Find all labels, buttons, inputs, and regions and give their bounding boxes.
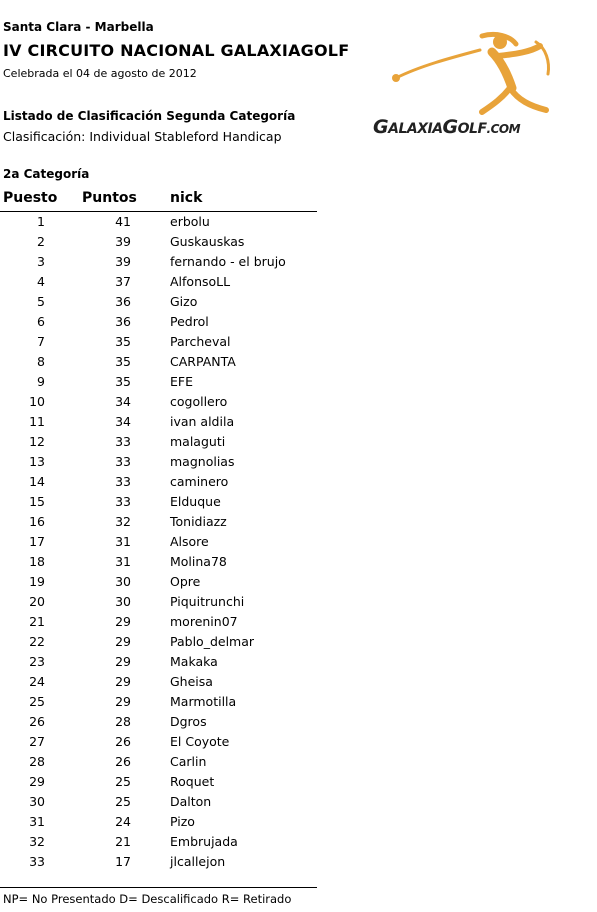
table-row [0, 572, 320, 592]
position-cell: 10 [29, 394, 45, 409]
nick-cell: malaguti [170, 434, 226, 449]
table-row [0, 712, 320, 732]
footer-divider [0, 887, 317, 888]
points-cell: 26 [115, 754, 131, 769]
table-row [0, 672, 320, 692]
position-cell: 6 [37, 314, 45, 329]
table-row [0, 472, 320, 492]
position-cell: 20 [29, 594, 45, 609]
position-cell: 4 [37, 274, 45, 289]
table-row [0, 732, 320, 752]
position-cell: 5 [37, 294, 45, 309]
position-cell: 7 [37, 334, 45, 349]
table-row [0, 392, 320, 412]
table-row [0, 652, 320, 672]
position-cell: 12 [29, 434, 45, 449]
position-cell: 25 [29, 694, 45, 709]
nick-cell: Pizo [170, 814, 195, 829]
nick-cell: El Coyote [170, 734, 230, 749]
position-cell: 29 [29, 774, 45, 789]
table-row [0, 332, 320, 352]
table-row [0, 592, 320, 612]
position-cell: 8 [37, 354, 45, 369]
points-cell: 39 [115, 234, 131, 249]
page-title: IV CIRCUITO NACIONAL GALAXIAGOLF [3, 41, 350, 60]
points-cell: 28 [115, 714, 131, 729]
nick-cell: caminero [170, 474, 229, 489]
points-cell: 31 [115, 534, 131, 549]
position-cell: 32 [29, 834, 45, 849]
nick-cell: Carlin [170, 754, 207, 769]
points-cell: 33 [115, 494, 131, 509]
nick-cell: magnolias [170, 454, 235, 469]
nick-cell: Gheisa [170, 674, 213, 689]
table-row [0, 312, 320, 332]
position-cell: 1 [37, 214, 45, 229]
position-cell: 23 [29, 654, 45, 669]
table-row [0, 252, 320, 272]
position-cell: 19 [29, 574, 45, 589]
points-cell: 25 [115, 794, 131, 809]
points-cell: 33 [115, 474, 131, 489]
table-row [0, 372, 320, 392]
points-cell: 34 [115, 414, 131, 429]
nick-cell: Gizo [170, 294, 198, 309]
points-cell: 29 [115, 694, 131, 709]
table-row [0, 812, 320, 832]
nick-cell: Parcheval [170, 334, 231, 349]
table-row [0, 772, 320, 792]
points-cell: 31 [115, 554, 131, 569]
classification-label: Clasificación: Individual Stableford Handicap [3, 129, 282, 144]
nick-cell: Marmotilla [170, 694, 237, 709]
position-cell: 28 [29, 754, 45, 769]
table-row [0, 432, 320, 452]
nick-cell: Embrujada [170, 834, 238, 849]
table-row [0, 552, 320, 572]
position-cell: 21 [29, 614, 45, 629]
table-row [0, 752, 320, 772]
position-cell: 26 [29, 714, 45, 729]
position-cell: 27 [29, 734, 45, 749]
table-row [0, 412, 320, 432]
event-date: Celebrada el 04 de agosto de 2012 [3, 67, 197, 80]
nick-cell: morenin07 [170, 614, 238, 629]
points-cell: 34 [115, 394, 131, 409]
points-cell: 26 [115, 734, 131, 749]
points-cell: 37 [115, 274, 131, 289]
table-row [0, 832, 320, 852]
nick-cell: Dalton [170, 794, 212, 809]
table-row [0, 692, 320, 712]
position-cell: 17 [29, 534, 45, 549]
nick-cell: fernando - el brujo [170, 254, 286, 269]
column-header-nick: nick [170, 190, 203, 206]
position-cell: 24 [29, 674, 45, 689]
table-row [0, 232, 320, 252]
nick-cell: Piquitrunchi [170, 594, 245, 609]
nick-cell: Guskauskas [170, 234, 245, 249]
position-cell: 9 [37, 374, 45, 389]
position-cell: 16 [29, 514, 45, 529]
position-cell: 18 [29, 554, 45, 569]
points-cell: 36 [115, 294, 131, 309]
points-cell: 33 [115, 454, 131, 469]
points-cell: 33 [115, 434, 131, 449]
points-cell: 35 [115, 334, 131, 349]
position-cell: 2 [37, 234, 45, 249]
points-cell: 29 [115, 654, 131, 669]
table-row [0, 492, 320, 512]
galaxiagolf-logo [370, 28, 575, 143]
points-cell: 21 [115, 834, 131, 849]
column-header-puesto: Puesto [3, 190, 58, 206]
nick-cell: CARPANTA [170, 354, 236, 369]
standings-table [0, 212, 320, 872]
points-cell: 36 [115, 314, 131, 329]
points-cell: 39 [115, 254, 131, 269]
nick-cell: Elduque [170, 494, 221, 509]
column-header-puntos: Puntos [82, 190, 137, 206]
nick-cell: Tonidiazz [170, 514, 227, 529]
table-row [0, 792, 320, 812]
table-row [0, 612, 320, 632]
position-cell: 3 [37, 254, 45, 269]
table-row [0, 212, 320, 232]
table-row [0, 852, 320, 872]
table-row [0, 532, 320, 552]
table-row [0, 352, 320, 372]
venue-label: Santa Clara - Marbella [3, 20, 154, 34]
table-row [0, 632, 320, 652]
position-cell: 11 [29, 414, 45, 429]
points-cell: 25 [115, 774, 131, 789]
position-cell: 31 [29, 814, 45, 829]
nick-cell: EFE [170, 374, 193, 389]
position-cell: 33 [29, 854, 45, 869]
points-cell: 41 [115, 214, 131, 229]
table-row [0, 512, 320, 532]
nick-cell: Alsore [170, 534, 209, 549]
nick-cell: Opre [170, 574, 201, 589]
table-row [0, 452, 320, 472]
position-cell: 15 [29, 494, 45, 509]
points-cell: 35 [115, 374, 131, 389]
points-cell: 32 [115, 514, 131, 529]
nick-cell: Pablo_delmar [170, 634, 255, 649]
nick-cell: Molina78 [170, 554, 227, 569]
points-cell: 29 [115, 674, 131, 689]
position-cell: 13 [29, 454, 45, 469]
nick-cell: ivan aldila [170, 414, 235, 429]
golfer-swing-icon [370, 28, 575, 118]
points-cell: 30 [115, 574, 131, 589]
position-cell: 30 [29, 794, 45, 809]
category-heading: 2a Categoría [3, 167, 90, 181]
points-cell: 24 [115, 814, 131, 829]
listing-title: Listado de Clasificación Segunda Categoría [3, 109, 296, 123]
points-cell: 29 [115, 634, 131, 649]
nick-cell: Makaka [170, 654, 218, 669]
points-cell: 29 [115, 614, 131, 629]
points-cell: 35 [115, 354, 131, 369]
nick-cell: AlfonsoLL [170, 274, 231, 289]
points-cell: 17 [115, 854, 131, 869]
nick-cell: Roquet [170, 774, 215, 789]
legend-footer: NP= No Presentado D= Descalificado R= Retirado [3, 892, 292, 906]
nick-cell: jlcallejon [170, 854, 226, 869]
position-cell: 14 [29, 474, 45, 489]
nick-cell: Dgros [170, 714, 207, 729]
nick-cell: cogollero [170, 394, 228, 409]
nick-cell: Pedrol [170, 314, 209, 329]
table-row [0, 272, 320, 292]
nick-cell: erbolu [170, 214, 210, 229]
position-cell: 22 [29, 634, 45, 649]
table-row [0, 292, 320, 312]
points-cell: 30 [115, 594, 131, 609]
logo-wordmark: GALAXIAGOLF.COM [373, 116, 521, 138]
